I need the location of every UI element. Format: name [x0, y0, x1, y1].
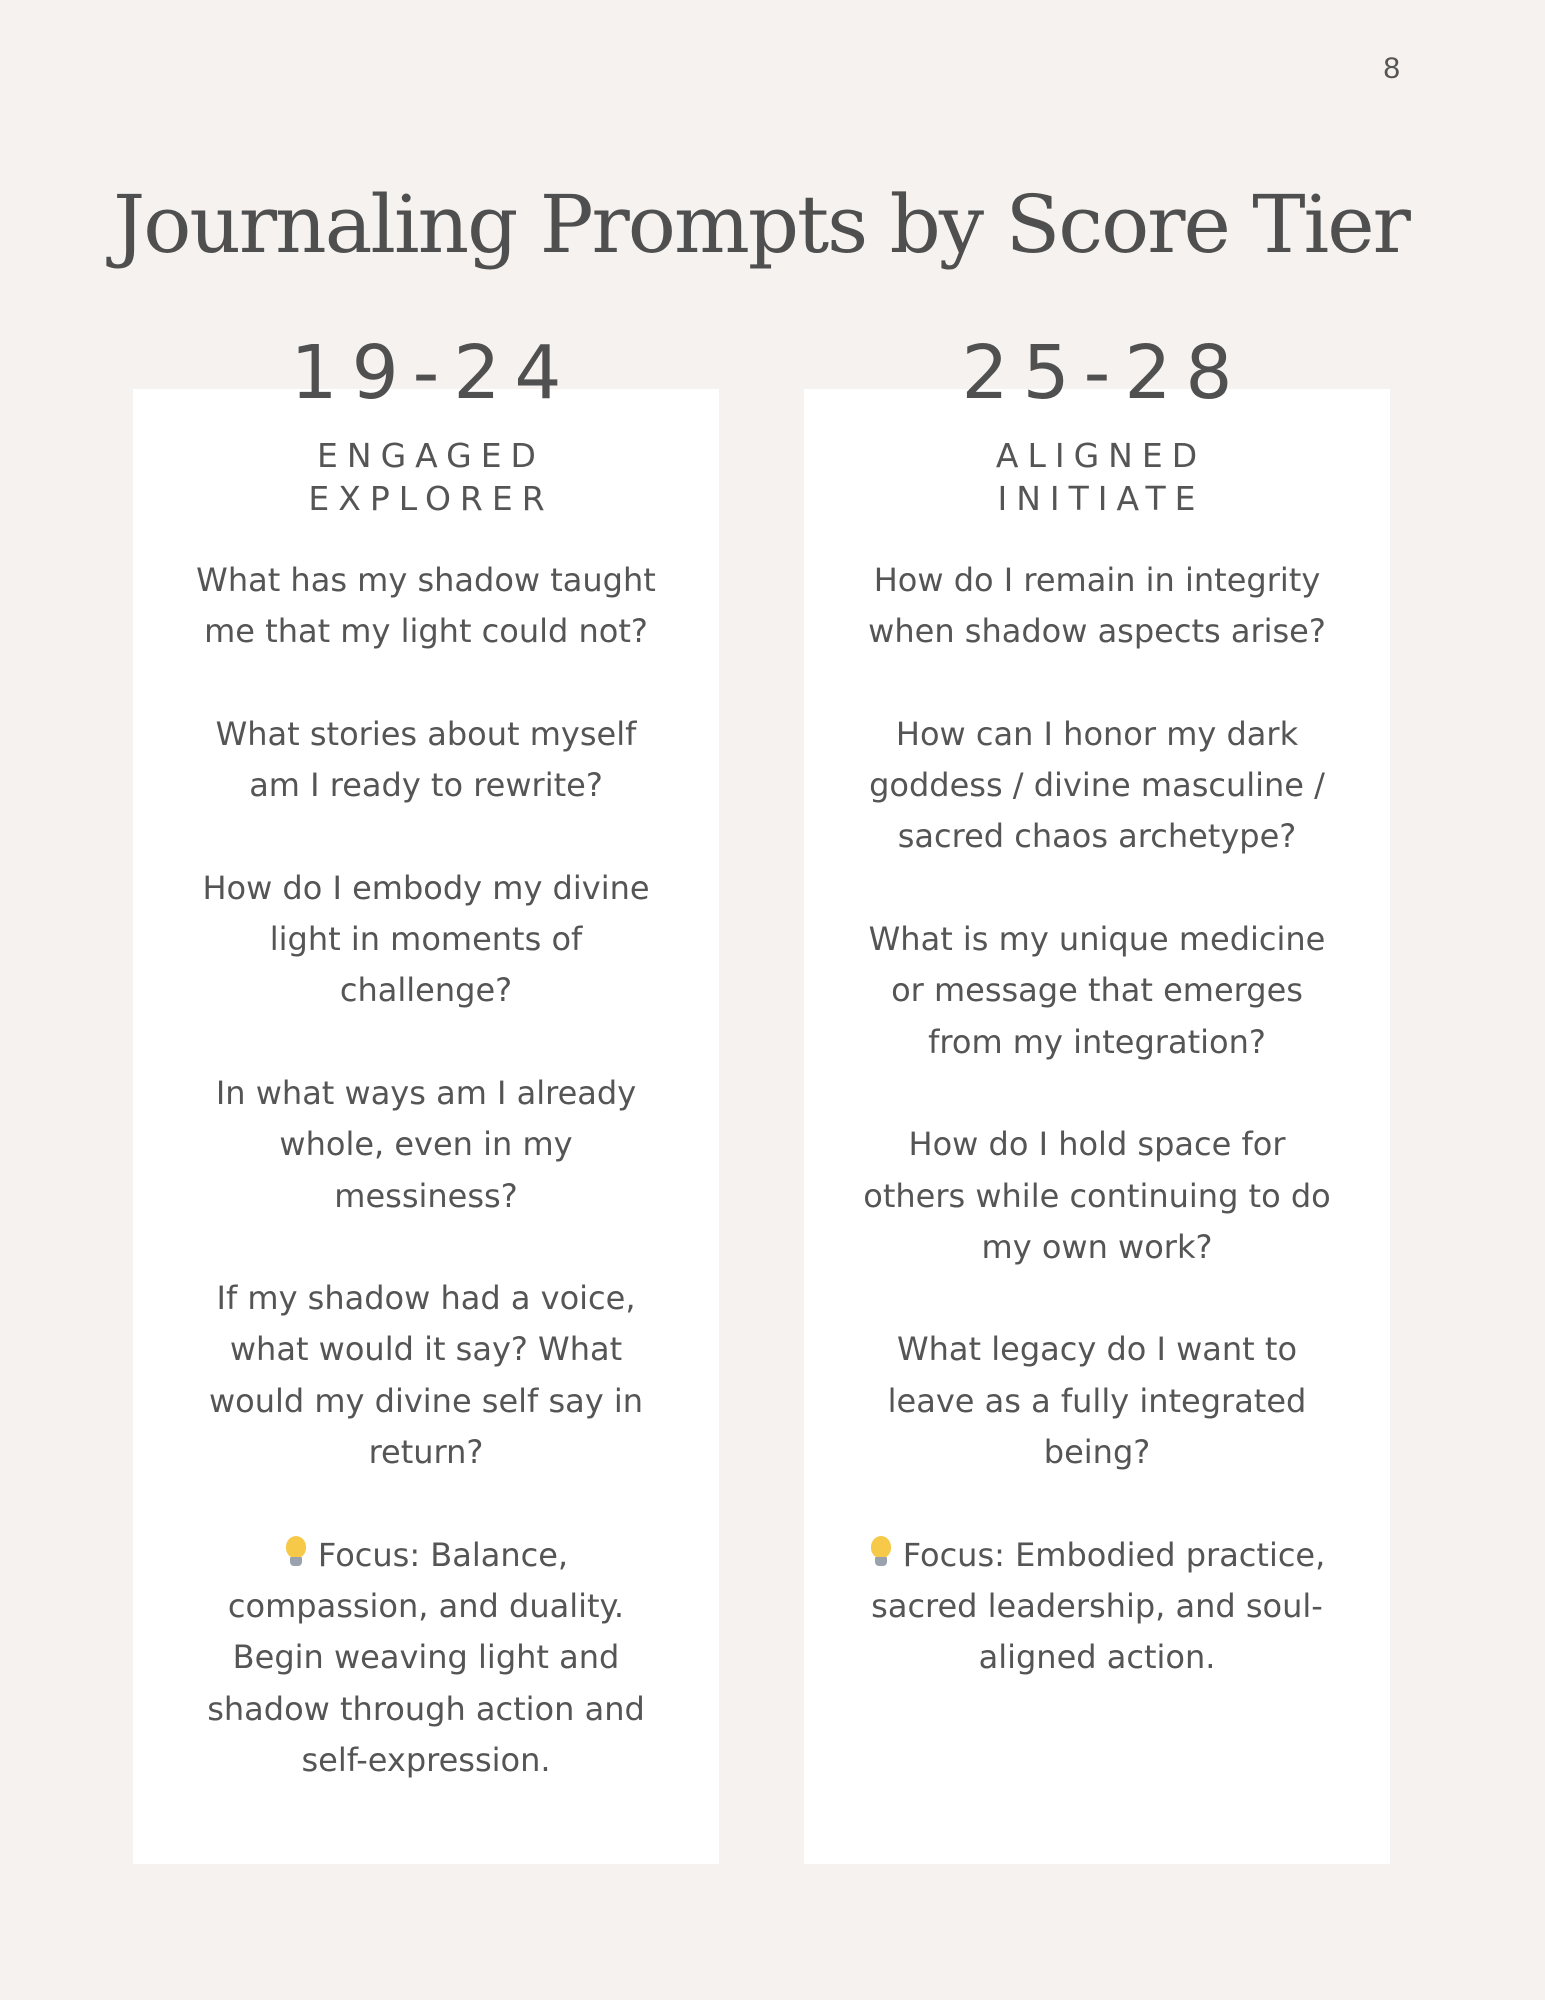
journal-prompt: What legacy do I want to leave as a fully integrated being?: [887, 1330, 1307, 1472]
tier-name-line: INITIATE: [997, 479, 1205, 518]
journal-prompt: What is my unique medicine or message that emerges from my integration?: [868, 920, 1326, 1061]
tier-name-line: ENGAGED: [317, 436, 545, 475]
tier-name-line: ALIGNED: [995, 436, 1207, 475]
journal-prompt: How can I honor my dark goddess / divine masculine / sacred chaos archetype?: [869, 714, 1325, 856]
tier-name: [808, 434, 1394, 520]
lightbulb-icon: [284, 1536, 308, 1570]
focus-note: [857, 1530, 1337, 1684]
focus-note: [186, 1530, 666, 1786]
focus-text: Focus: Embodied practice, sacred leadership, and soul-aligned action.: [871, 1535, 1326, 1677]
tier-name: [138, 434, 724, 520]
lightbulb-icon: [869, 1536, 893, 1570]
page-number: 8: [1383, 52, 1400, 85]
tier-range: 19-24: [290, 330, 576, 416]
page-title: Journaling Prompts by Score Tier: [113, 178, 1409, 271]
focus-text: Focus: Balance, compassion, and duality. Begin weaving light and shadow through action and self-expression.: [207, 1535, 645, 1779]
journal-prompt: In what ways am I already whole, even in my messiness?: [215, 1073, 637, 1215]
prompt-list: [186, 555, 666, 1786]
journal-prompt: What stories about myself am I ready to rewrite?: [215, 714, 637, 805]
journal-prompt: How do I embody my divine light in moments of challenge?: [202, 868, 650, 1010]
journal-prompt: How do I hold space for others while continuing to do my own work?: [863, 1125, 1331, 1266]
journal-prompt: What has my shadow taught me that my light could not?: [196, 561, 656, 651]
tier-range: 25-28: [961, 330, 1247, 416]
journal-prompt: If my shadow had a voice, what would it say? What would my divine self say in return?: [208, 1279, 644, 1472]
tier-name-line: EXPLORER: [308, 479, 554, 518]
prompt-list: [857, 555, 1337, 1684]
journal-prompt: How do I remain in integrity when shadow aspects arise?: [868, 561, 1326, 651]
